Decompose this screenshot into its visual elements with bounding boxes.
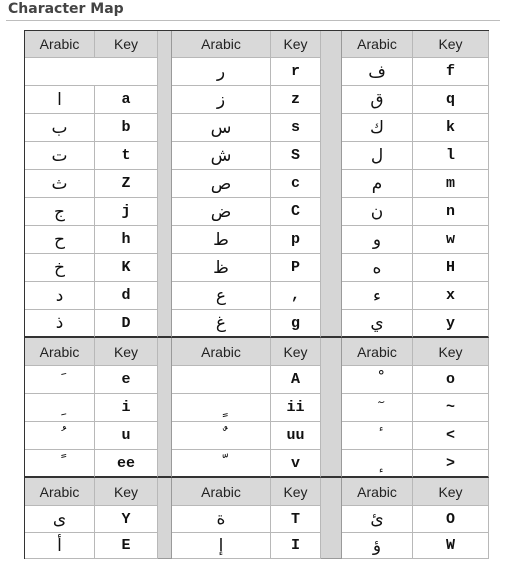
arabic-char-cell: ع (172, 282, 271, 310)
key-cell: w (413, 226, 489, 254)
key-cell: a (95, 86, 158, 114)
arabic-char-cell: ر (172, 58, 271, 86)
key-cell: W (413, 533, 489, 559)
key-cell: P (271, 254, 321, 282)
key-cell: h (95, 226, 158, 254)
key-cell: E (95, 533, 158, 559)
key-cell: f (413, 58, 489, 86)
key-cell: uu (271, 422, 321, 450)
column-header-arabic: Arabic (172, 31, 271, 58)
column-header-key: Key (413, 31, 489, 58)
column-header-key: Key (271, 478, 321, 506)
key-cell: ~ (413, 394, 489, 422)
key-cell: e (95, 366, 158, 394)
key-cell: C (271, 198, 321, 226)
arabic-char-cell (172, 450, 271, 478)
column-header-key: Key (271, 338, 321, 366)
arabic-char-cell (172, 366, 271, 394)
column-separator (158, 478, 172, 559)
arabic-char-cell: ء (342, 282, 413, 310)
column-header-arabic: Arabic (172, 338, 271, 366)
arabic-char-cell: و (342, 226, 413, 254)
key-cell: b (95, 114, 158, 142)
arabic-char-cell: ى (25, 506, 95, 533)
key-cell: k (413, 114, 489, 142)
arabic-char-cell: أ (25, 533, 95, 559)
arabic-char-cell: ح (25, 226, 95, 254)
arabic-char-cell: ه (342, 254, 413, 282)
arabic-char-cell: ص (172, 170, 271, 198)
arabic-char-cell (342, 450, 413, 478)
column-header-key: Key (413, 478, 489, 506)
column-separator (321, 338, 342, 478)
key-cell: ii (271, 394, 321, 422)
key-cell: l (413, 142, 489, 170)
key-cell: q (413, 86, 489, 114)
column-header-key: Key (95, 478, 158, 506)
arabic-char-cell: ش (172, 142, 271, 170)
arabic-char-cell: ل (342, 142, 413, 170)
arabic-char-cell: ؤ (342, 533, 413, 559)
key-cell: o (413, 366, 489, 394)
arabic-char-cell (25, 450, 95, 478)
column-header-arabic: Arabic (172, 478, 271, 506)
arabic-char-cell: ق (342, 86, 413, 114)
column-header-arabic: Arabic (342, 478, 413, 506)
key-cell: y (413, 310, 489, 338)
key-cell: t (95, 142, 158, 170)
title-divider (6, 20, 500, 21)
column-separator (321, 478, 342, 559)
arabic-char-cell: ي (342, 310, 413, 338)
column-header-arabic: Arabic (342, 31, 413, 58)
key-cell: d (95, 282, 158, 310)
arabic-char-cell (25, 394, 95, 422)
key-cell: > (413, 450, 489, 478)
arabic-char-cell: د (25, 282, 95, 310)
arabic-char-cell: إ (172, 533, 271, 559)
arabic-char-cell (342, 366, 413, 394)
key-cell: O (413, 506, 489, 533)
key-cell: j (95, 198, 158, 226)
arabic-char-cell: ب (25, 114, 95, 142)
arabic-char-cell: ط (172, 226, 271, 254)
arabic-char-cell: ك (342, 114, 413, 142)
arabic-char-cell: م (342, 170, 413, 198)
arabic-char-cell: ز (172, 86, 271, 114)
key-cell: z (271, 86, 321, 114)
column-header-arabic: Arabic (25, 31, 95, 58)
column-header-arabic: Arabic (342, 338, 413, 366)
empty-cell (25, 58, 158, 86)
column-separator (158, 338, 172, 478)
key-cell: x (413, 282, 489, 310)
key-cell: ee (95, 450, 158, 478)
arabic-char-cell (342, 422, 413, 450)
arabic-char-cell (25, 422, 95, 450)
key-cell: g (271, 310, 321, 338)
column-separator (158, 31, 172, 338)
arabic-char-cell: ظ (172, 254, 271, 282)
character-map-table (24, 30, 489, 559)
arabic-char-cell: س (172, 114, 271, 142)
arabic-char-cell: ذ (25, 310, 95, 338)
column-header-key: Key (271, 31, 321, 58)
key-cell: v (271, 450, 321, 478)
arabic-char-cell: ث (25, 170, 95, 198)
key-cell: p (271, 226, 321, 254)
key-cell: m (413, 170, 489, 198)
key-cell: , (271, 282, 321, 310)
column-header-arabic: Arabic (25, 478, 95, 506)
arabic-char-cell: ئ (342, 506, 413, 533)
arabic-char-cell: ت (25, 142, 95, 170)
arabic-char-cell (172, 422, 271, 450)
key-cell: D (95, 310, 158, 338)
arabic-char-cell: ف (342, 58, 413, 86)
key-cell: S (271, 142, 321, 170)
key-cell: c (271, 170, 321, 198)
page-title: Character Map (8, 1, 124, 17)
column-header-key: Key (413, 338, 489, 366)
column-header-arabic: Arabic (25, 338, 95, 366)
key-cell: Z (95, 170, 158, 198)
key-cell: I (271, 533, 321, 559)
key-cell: T (271, 506, 321, 533)
arabic-char-cell (172, 394, 271, 422)
column-separator (321, 31, 342, 338)
arabic-char-cell: خ (25, 254, 95, 282)
column-header-key: Key (95, 31, 158, 58)
key-cell: Y (95, 506, 158, 533)
key-cell: K (95, 254, 158, 282)
key-cell: r (271, 58, 321, 86)
key-cell: H (413, 254, 489, 282)
key-cell: A (271, 366, 321, 394)
arabic-char-cell (342, 394, 413, 422)
arabic-char-cell (25, 366, 95, 394)
arabic-char-cell: غ (172, 310, 271, 338)
arabic-char-cell: ج (25, 198, 95, 226)
key-cell: u (95, 422, 158, 450)
key-cell: n (413, 198, 489, 226)
arabic-char-cell: ن (342, 198, 413, 226)
arabic-char-cell: ا (25, 86, 95, 114)
arabic-char-cell: ض (172, 198, 271, 226)
arabic-char-cell: ة (172, 506, 271, 533)
key-cell: < (413, 422, 489, 450)
column-header-key: Key (95, 338, 158, 366)
key-cell: s (271, 114, 321, 142)
key-cell: i (95, 394, 158, 422)
